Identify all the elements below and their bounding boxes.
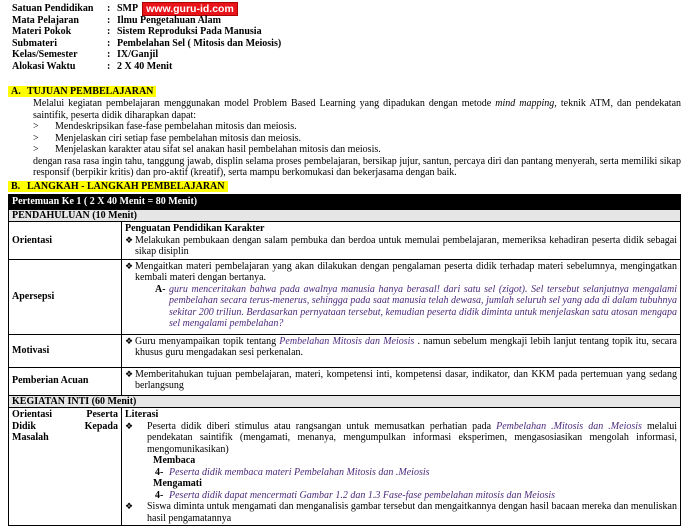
list-item: ❖ Memberitahukan tujuan pembelajaran, materi, kompetensi inti, kompetensi dasar, indikator, dan KKM pada pertemuan yang sedang berlangsung [125, 368, 677, 391]
list-item: > Mendeskripsikan fase-fase pembelahan mitosis dan meiosis. [33, 121, 297, 132]
orientasi-label: Orientasi [9, 222, 122, 260]
list-item: ❖ Peserta didik diberi stimulus atau rangsangan untuk memusatkan perhatian pada Pembelahan .Mitosis dan .Meiosis melalui pendekatan saintifik (mengamati, menanya, mengumpulkan informasi eksperimen, mengasosiasikan mengolah informasi, mengomunikasikan) [125, 420, 677, 455]
identity-row: Kelas/Semester : IX/Ganjil [12, 49, 159, 60]
identity-value: Sistem Reproduksi Pada Manusia [117, 26, 262, 37]
diamond-bullet-icon: ❖ [125, 234, 134, 245]
acuan-label: Pemberian Acuan [9, 367, 122, 395]
list-item: > Menjelaskan ciri setiap fase pembelahan mitosis dan meiosis. [33, 132, 302, 144]
pendahuluan-row: PENDAHULUAN (10 Menit) [9, 209, 681, 222]
identity-value: Ilmu Pengetahuan Alam [117, 14, 221, 26]
section-a-heading: A. TUJUAN PEMBELAJARAN [8, 86, 156, 97]
list-item: ❖ Siswa diminta untuk mengamati dan menganalisis gambar tersebut dan mengaitkannya dengan hasil bacaan mereka dan menuliskan hasil pengamatannya [125, 501, 677, 524]
diamond-bullet-icon: ❖ [125, 420, 134, 431]
literasi-heading: Literasi [125, 409, 159, 420]
section-b-title: LANGKAH - LANGKAH PEMBELAJARAN [27, 180, 225, 192]
identity-label: Submateri [12, 37, 57, 49]
table-row [9, 259, 681, 334]
mengamati-heading: Mengamati [153, 478, 202, 489]
website-badge[interactable]: www.guru-id.com [142, 2, 238, 16]
tujuan-intro: Melalui kegiatan pembelajaran menggunakan model Problem Based Learning yang dipadukan dengan metode mind mapping, teknik ATM, dan pendekatan saintifik, peserta didik diharapkan dapat: [33, 98, 682, 121]
table-row [9, 334, 681, 367]
list-item: ❖ Mengaitkan materi pembelajaran yang akan dilakukan dengan pengalaman peserta didik terhadap materi sebelumnya, mengingatkan kembali materi dengan bertanya. [125, 260, 677, 283]
tujuan-body [33, 98, 681, 179]
identity-row: Satuan Pendidikan : SMP www.guru-id.com [12, 3, 281, 15]
membaca-heading: Membaca [153, 455, 196, 466]
identity-row: Mata Pelajaran : Ilmu Pengetahuan Alam [12, 14, 221, 26]
identity-value: SMP [117, 3, 139, 14]
identity-block [12, 3, 281, 72]
list-item: > Menjelaskan karakter atau sifat sel anakan hasil pembelahan mitosis dan meiosis. [33, 144, 381, 155]
diamond-bullet-icon: ❖ [125, 260, 134, 271]
list-item: ❖ Melakukan pembukaan dengan salam pembuka dan berdoa untuk memulai pembelajaran, memeriksa kehadiran peserta didik sebagai sikap disiplin [125, 234, 677, 257]
list-item: 4- Peserta didik dapat mencermati Gambar 1.2 dan 1.3 Fase-fase pembelahan mitosis dan Meiosis [155, 489, 556, 501]
section-a-title: TUJUAN PEMBELAJARAN [27, 85, 154, 97]
identity-label: Satuan Pendidikan [12, 3, 94, 14]
list-item: 4- Peserta didik membaca materi Pembelahan Mitosis dan .Meiosis [155, 466, 430, 478]
langkah-table [8, 194, 681, 526]
identity-row: Submateri : Pembelahan Sel ( Mitosis dan Meiosis) [12, 37, 282, 49]
orientasi-heading: Penguatan Pendidikan Karakter [125, 223, 265, 234]
identity-label: Mata Pelajaran [12, 14, 79, 26]
motivasi-label: Motivasi [9, 334, 122, 367]
section-b-heading: B. LANGKAH - LANGKAH PEMBELAJARAN [8, 181, 228, 192]
identity-label: Alokasi Waktu [12, 60, 76, 72]
diamond-bullet-icon: ❖ [125, 335, 134, 346]
identity-label: Materi Pokok [12, 26, 72, 37]
kegiatan-inti-row: KEGIATAN INTI (60 Menit) [9, 395, 681, 408]
table-row [9, 222, 681, 260]
identity-value: 2 X 40 Menit [117, 60, 173, 72]
table-row [9, 408, 681, 526]
identity-row: Materi Pokok : Sistem Reproduksi Pada Manusia [12, 26, 262, 37]
identity-label: Kelas/Semester [12, 49, 78, 60]
orientasi-masalah-label: Orientasi Peserta Didik Kepada Masalah [9, 408, 122, 526]
table-row [9, 367, 681, 395]
list-item: ❖ Guru menyampaikan topik tentang Pembelahan Mitosis dan Meiosis . namun sebelum mengkaji lebih lanjut tentang topik itu, secara khusus guru mengadakan sesi perkenalan. [125, 335, 677, 358]
identity-value: IX/Ganjil [117, 49, 159, 60]
diamond-bullet-icon: ❖ [125, 501, 134, 511]
identity-row: Alokasi Waktu : 2 X 40 Menit [12, 60, 173, 72]
identity-value: Pembelahan Sel ( Mitosis dan Meiosis) [117, 37, 282, 49]
apersepsi-label: Apersepsi [9, 259, 122, 334]
pertemuan-row: Pertemuan Ke 1 ( 2 X 40 Menit = 80 Menit) [9, 195, 681, 210]
tujuan-closing: dengan rasa rasa ingin tahu, tanggung jawab, displin selama proses pembelajaran, bersikap jujur, santun, percaya diri dan pantang menyerah, serta memiliki sikap responsif (berpikir kritis) dan pro-aktif (kreatif), serta mampu berkomukasi dan bekerjasama dengan baik. [33, 155, 681, 178]
list-item: A- guru menceritakan bahwa pada awalnya manusia hanya berasal! dari satu sel (zigot). Sel tersebut selanjutnya mengalami pembelahan secara terus-menerus, sehingga pada saat manusia telah dewasa, jumlah seluruh sel yang ada di dalam tubuhnya sekitar 200 triliun. Berdasarkan pernyataan tersebut, kemudian peserta didik diminta untuk menjelaskan satu atosan mengapa sel mengalami pembelahan? [155, 283, 677, 329]
diamond-bullet-icon: ❖ [125, 368, 134, 379]
